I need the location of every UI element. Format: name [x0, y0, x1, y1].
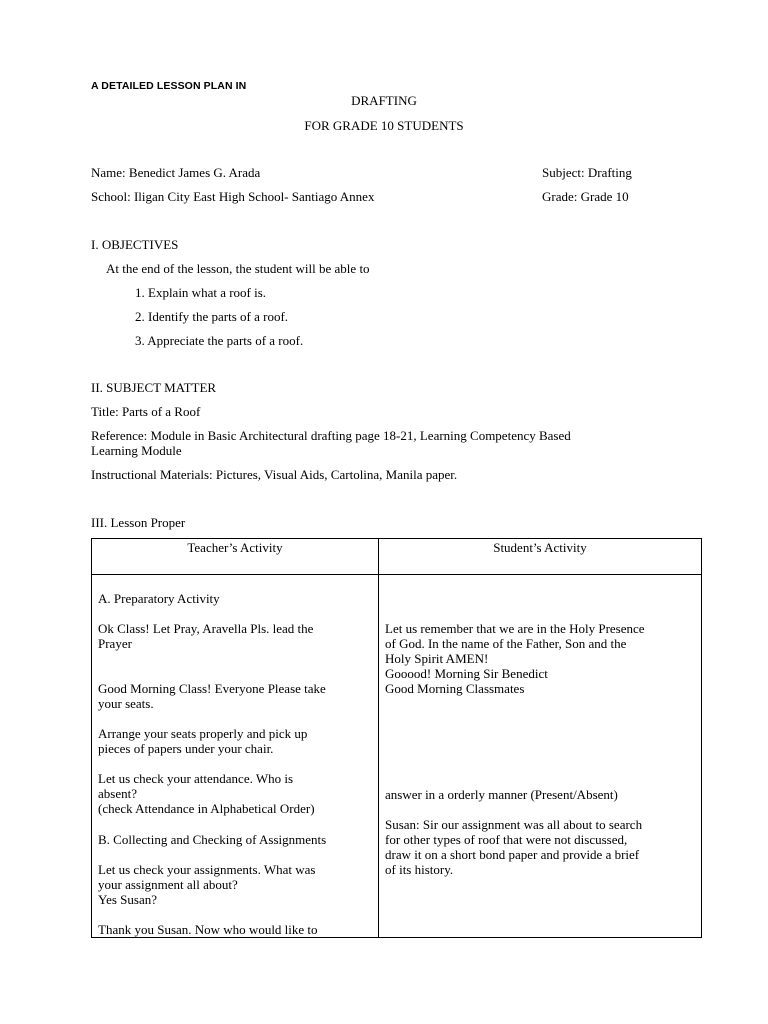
objective-item: 3. Appreciate the parts of a roof.: [135, 333, 304, 348]
teacher-greeting-text: Good Morning Class! Everyone Please take your seats.: [98, 681, 326, 711]
teacher-attendance-text: Let us check your attendance. Who is absent? (check Attendance in Alphabetical Order): [98, 771, 315, 816]
teacher-name: Name: Benedict James G. Arada: [91, 165, 261, 180]
school-name: School: Iligan City East High School- Santiago Annex: [91, 189, 375, 204]
reference-text: Reference: Module in Basic Architectural drafting page 18-21, Learning Competency Based Learning Module: [91, 428, 571, 458]
objective-item: 1. Explain what a roof is.: [135, 285, 267, 300]
lesson-plan-label: A DETAILED LESSON PLAN IN: [91, 80, 247, 92]
subject-field: Subject: Drafting: [542, 165, 632, 180]
subject-title: DRAFTING: [351, 93, 417, 108]
student-assignment-response: Susan: Sir our assignment was all about to search for other types of roof that were not discussed, draw it on a short bond paper and provide a brief of its history.: [385, 817, 643, 877]
grade-title: FOR GRADE 10 STUDENTS: [304, 118, 464, 133]
student-activity-header: Student’s Activity: [379, 539, 702, 575]
objectives-intro: At the end of the lesson, the student will be able to: [106, 261, 370, 276]
grade-field: Grade: Grade 10: [542, 189, 629, 204]
teacher-assignment-question: Let us check your assignments. What was your assignment all about? Yes Susan?: [98, 862, 316, 907]
lesson-proper-heading: III. Lesson Proper: [91, 515, 186, 530]
teacher-thank-you-text: Thank you Susan. Now who would like to: [98, 922, 318, 937]
table-header-row: [92, 539, 702, 575]
teacher-arrange-seats-text: Arrange your seats properly and pick up pieces of papers under your chair.: [98, 726, 308, 756]
objective-item: 2. Identify the parts of a roof.: [135, 309, 289, 324]
table-row: [92, 575, 702, 938]
subject-matter-heading: II. SUBJECT MATTER: [91, 380, 217, 395]
student-activity-cell: [379, 575, 702, 938]
objectives-heading: I. OBJECTIVES: [91, 237, 179, 252]
student-prayer-response: Let us remember that we are in the Holy Presence of God. In the name of the Father, Son and the Holy Spirit AMEN! Gooood! Morning Sir Benedict Good Morning Classmates: [385, 621, 645, 696]
teacher-prayer-text: Ok Class! Let Pray, Aravella Pls. lead the Prayer: [98, 621, 314, 651]
assignments-heading: B. Collecting and Checking of Assignments: [98, 832, 327, 847]
instructional-materials: Instructional Materials: Pictures, Visual Aids, Cartolina, Manila paper.: [91, 467, 458, 482]
teacher-activity-cell: [92, 575, 379, 938]
student-attendance-response: answer in a orderly manner (Present/Absent): [385, 787, 618, 802]
activity-table: [91, 538, 702, 938]
teacher-activity-header: Teacher’s Activity: [92, 539, 379, 575]
preparatory-activity-heading: A. Preparatory Activity: [98, 591, 220, 606]
lesson-title: Title: Parts of a Roof: [91, 404, 201, 419]
